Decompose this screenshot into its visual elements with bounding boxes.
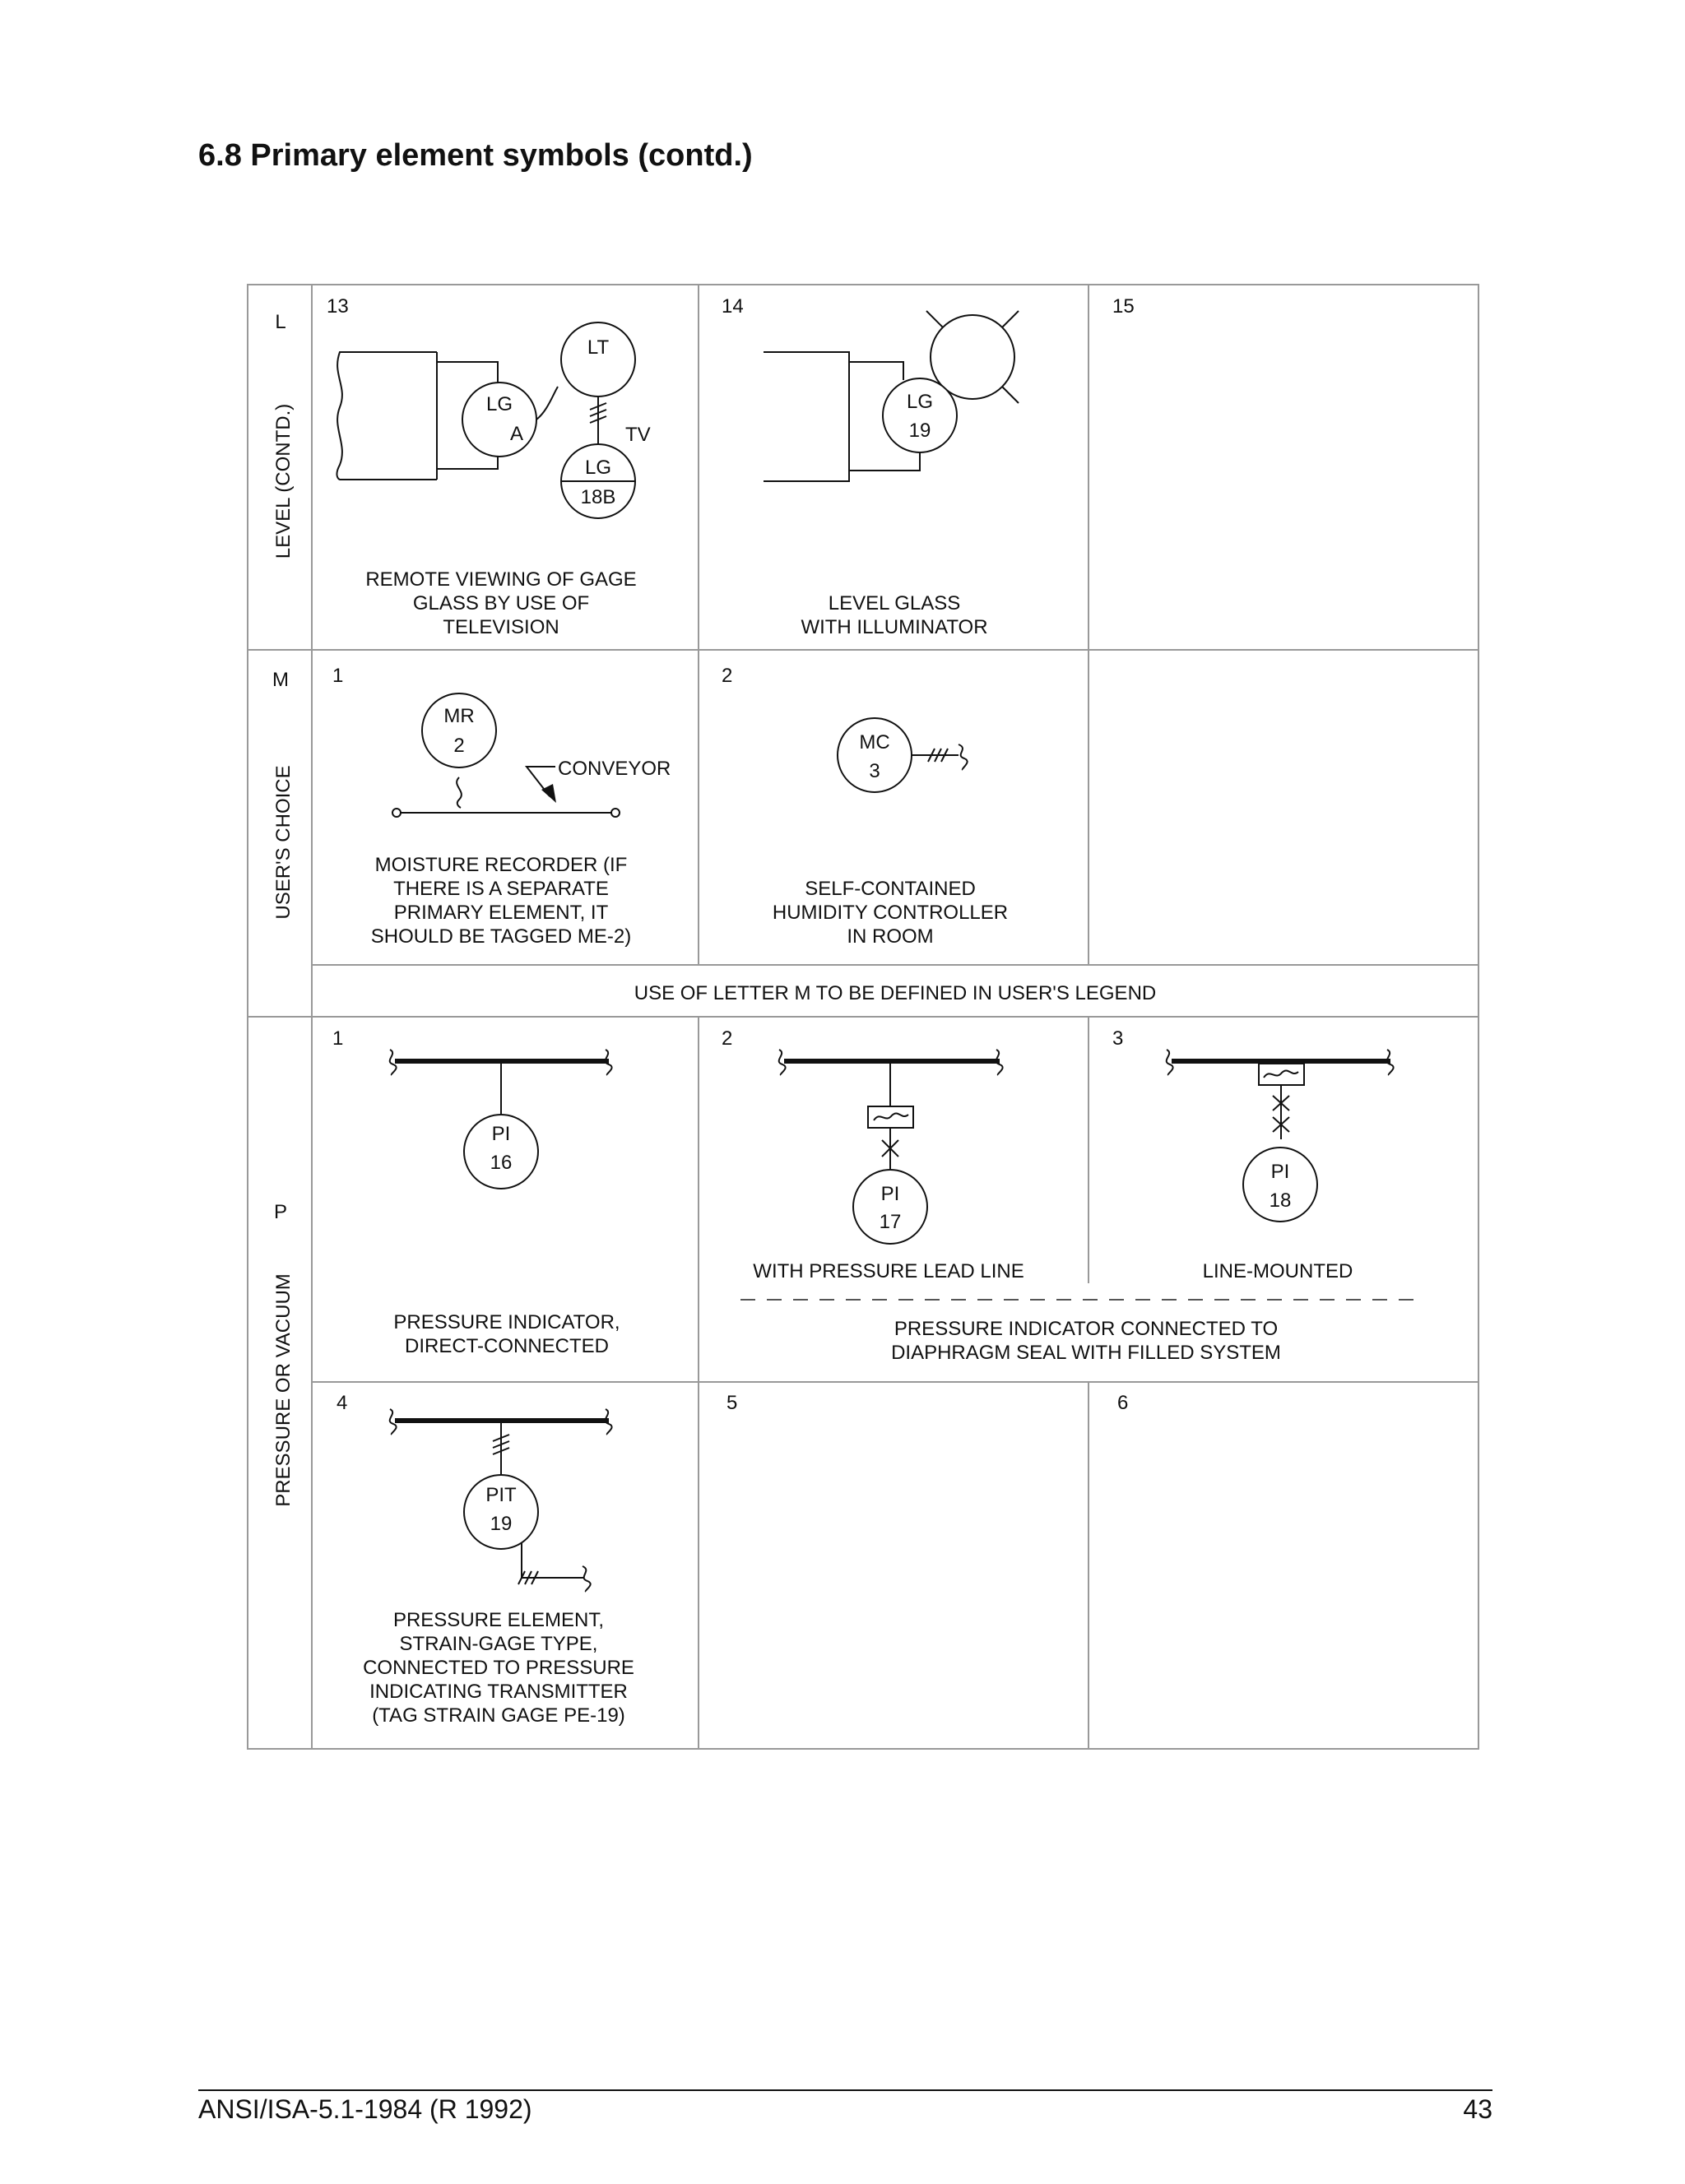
caption-m1-line4: SHOULD BE TAGGED ME-2) xyxy=(370,925,632,948)
pit-19-tag: PIT xyxy=(485,1484,517,1506)
symbol-remote-gage-glass-tv xyxy=(337,322,650,518)
caption-13-line3: TELEVISION xyxy=(443,616,559,638)
cell-number-15: 15 xyxy=(1112,295,1135,318)
footer-rule xyxy=(198,2089,1492,2091)
lg-a-tag: LG xyxy=(485,393,513,415)
caption-p4-line2: STRAIN-GAGE TYPE, xyxy=(399,1633,598,1655)
pi-16-tag: PI xyxy=(491,1123,511,1145)
symbol-level-glass-illuminator xyxy=(764,311,1019,481)
section-letter-users-choice: M xyxy=(272,669,289,691)
lg-19-loop: 19 xyxy=(908,420,931,442)
symbol-pi-18-line-mounted xyxy=(1167,1050,1394,1222)
caption-13-line1: REMOTE VIEWING OF GAGE xyxy=(365,568,637,591)
pi-17-loop: 17 xyxy=(879,1211,902,1233)
section-label-level: LEVEL (CONTD.) xyxy=(272,403,295,559)
caption-14-line2: WITH ILLUMINATOR xyxy=(801,616,988,638)
caption-m1-line1: MOISTURE RECORDER (IF xyxy=(374,854,628,876)
cell-number-p6: 6 xyxy=(1117,1392,1129,1414)
footer-page-number: 43 xyxy=(1463,2094,1492,2124)
tv-label: TV xyxy=(625,424,651,446)
lg-18b-tag: LG xyxy=(584,457,612,479)
mc-3-tag: MC xyxy=(859,731,890,754)
symbol-humidity-controller xyxy=(838,718,968,792)
cell-number-m2: 2 xyxy=(722,665,733,687)
caption-m2-line3: IN ROOM xyxy=(847,925,934,948)
conveyor-end-right xyxy=(611,809,620,817)
cell-number-p3: 3 xyxy=(1112,1027,1124,1050)
cell-number-p4: 4 xyxy=(337,1392,348,1414)
caption-m2-line2: HUMIDITY CONTROLLER xyxy=(772,902,1009,924)
table-grid xyxy=(248,285,1478,1749)
pi-18-loop: 18 xyxy=(1269,1189,1292,1212)
cell-number-p1: 1 xyxy=(332,1027,344,1050)
caption-p4-line3: CONNECTED TO PRESSURE xyxy=(363,1657,634,1679)
conveyor-end-left xyxy=(392,809,401,817)
caption-p2: WITH PRESSURE LEAD LINE xyxy=(753,1260,1024,1282)
caption-p4-line5: (TAG STRAIN GAGE PE-19) xyxy=(372,1704,625,1727)
lt-bubble xyxy=(561,322,635,396)
page-title: 6.8 Primary element symbols (contd.) xyxy=(198,138,753,173)
pit-19-loop: 19 xyxy=(490,1513,513,1535)
lg-a-suffix: A xyxy=(509,423,524,445)
conveyor-label: CONVEYOR xyxy=(558,758,671,780)
cell-number-14: 14 xyxy=(722,295,744,318)
caption-m1-line2: THERE IS A SEPARATE xyxy=(393,878,609,900)
section-letter-level: L xyxy=(275,311,286,333)
caption-p1-line2: DIRECT-CONNECTED xyxy=(404,1335,610,1357)
pi-17-tag: PI xyxy=(880,1183,900,1205)
footer-standard: ANSI/ISA-5.1-1984 (R 1992) xyxy=(198,2094,532,2124)
users-legend-note: USE OF LETTER M TO BE DEFINED IN USER'S LEGEND xyxy=(634,982,1157,1004)
shared-caption-line2: DIAPHRAGM SEAL WITH FILLED SYSTEM xyxy=(891,1342,1281,1364)
symbol-pi-16-direct xyxy=(390,1050,612,1189)
caption-14-line1: LEVEL GLASS xyxy=(828,592,961,614)
cell-number-m1: 1 xyxy=(332,665,344,687)
caption-p4-line4: INDICATING TRANSMITTER xyxy=(369,1681,628,1703)
cell-number-p2: 2 xyxy=(722,1027,733,1050)
caption-m1-line3: PRIMARY ELEMENT, IT xyxy=(393,902,609,924)
cell-number-13: 13 xyxy=(327,295,349,318)
pi-16-loop: 16 xyxy=(490,1152,513,1174)
shared-caption-line1: PRESSURE INDICATOR CONNECTED TO xyxy=(894,1318,1279,1340)
cell-number-p5: 5 xyxy=(726,1392,738,1414)
symbol-moisture-recorder xyxy=(392,693,671,817)
section-label-pressure: PRESSURE OR VACUUM xyxy=(272,1273,295,1507)
mr-2-tag: MR xyxy=(443,705,475,727)
pi-18-tag: PI xyxy=(1270,1161,1290,1183)
section-letter-pressure: P xyxy=(273,1201,288,1223)
symbol-pit-19-strain-gage xyxy=(390,1409,612,1592)
caption-p4-line1: PRESSURE ELEMENT, xyxy=(392,1609,605,1631)
section-label-users-choice: USER'S CHOICE xyxy=(272,765,295,920)
lg-18b-loop: 18B xyxy=(580,486,616,508)
caption-13-line2: GLASS BY USE OF xyxy=(412,592,590,614)
caption-p3: LINE-MOUNTED xyxy=(1202,1260,1353,1282)
conveyor-arrowhead xyxy=(541,784,556,803)
mc-3-loop: 3 xyxy=(869,760,880,782)
caption-m2-line1: SELF-CONTAINED xyxy=(805,878,976,900)
lg-19-tag: LG xyxy=(906,391,934,413)
lt-tag: LT xyxy=(587,336,610,359)
mr-2-loop: 2 xyxy=(453,735,465,757)
caption-p1-line1: PRESSURE INDICATOR, xyxy=(393,1311,620,1333)
symbol-pi-17-lead-line xyxy=(779,1050,1003,1244)
